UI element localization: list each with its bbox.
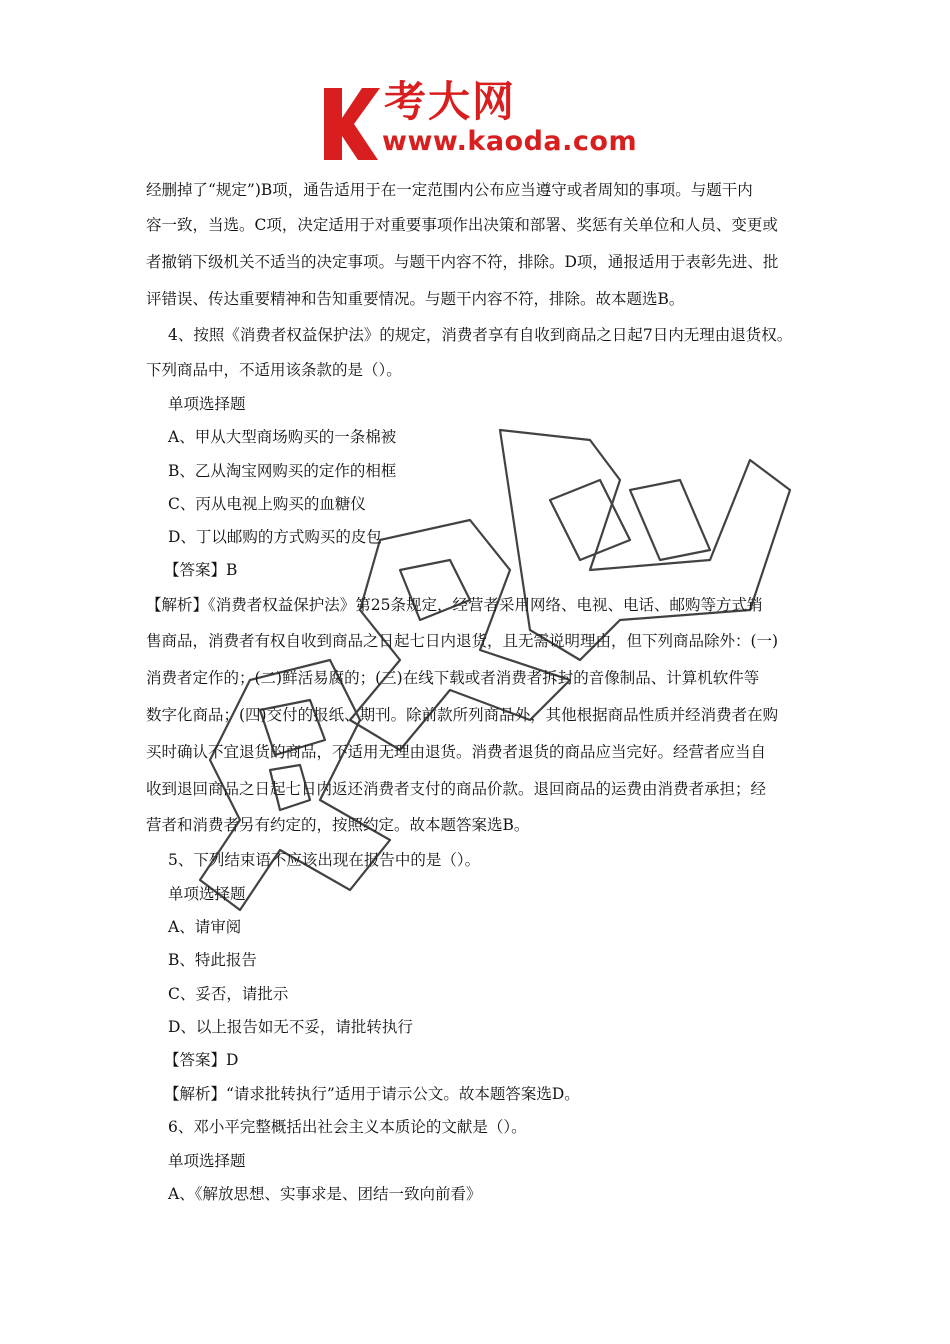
watermark-text: 张岚文网: [490, 912, 530, 923]
question-type: 单项选择题: [168, 395, 246, 413]
answer: 【答案】B: [164, 561, 238, 579]
question-5: 5、下列结束语不应该出现在报告中的是（）。: [168, 851, 481, 869]
question-type: 单项选择题: [168, 885, 246, 903]
text-line: 容一致，当选。C项，决定适用于对重要事项作出决策和部署、奖惩有关单位和人员、变更或: [146, 216, 778, 234]
answer: 【答案】D: [164, 1051, 239, 1069]
text-line: 售商品，消费者有权自收到商品之日起七日内退货，且无需说明理由，但下列商品除外：(一): [146, 632, 779, 650]
option-c: C、丙从电视上购买的血糖仪: [168, 495, 366, 513]
option-c: C、妥否，请批示: [168, 985, 289, 1003]
option-a: A、请审阅: [168, 918, 242, 936]
text-line: 者撤销下级机关不适当的决定事项。与题干内容不符，排除。D项，通报适用于表彰先进、批: [146, 253, 779, 271]
option-d: D、丁以邮购的方式购买的皮包: [168, 528, 382, 546]
text-line: 收到退回商品之日起七日内返还消费者支付的商品价款。退回商品的运费由消费者承担；经: [146, 780, 767, 798]
text-line: 评错误、传达重要精神和告知重要情况。与题干内容不符，排除。故本题选B。: [146, 290, 685, 308]
question-6: 6、邓小平完整概括出社会主义本质论的文献是（）。: [168, 1118, 527, 1136]
analysis: 【解析】“请求批转执行”适用于请示公文。故本题答案选D。: [164, 1085, 580, 1103]
logo-chinese-text: 考大网: [384, 77, 517, 126]
text-line: 买时确认不宜退货的商品，不适用无理由退货。消费者退货的商品应当完好。经营者应当自: [146, 743, 767, 761]
option-a: A、《解放思想、实事求是、团结一致向前看》: [168, 1185, 482, 1203]
text-line: 经删掉了“规定”)B项，通告适用于在一定范围内公布应当遵守或者周知的事项。与题干内: [146, 181, 753, 199]
question-type: 单项选择题: [168, 1152, 246, 1170]
option-a: A、甲从大型商场购买的一条棉被: [168, 428, 397, 446]
kaoda-logo: [318, 78, 648, 168]
text-line: 营者和消费者另有约定的，按照约定。故本题答案选B。: [146, 816, 530, 834]
option-b: B、乙从淘宝网购买的定作的相框: [168, 462, 397, 480]
text-line: 数字化商品；(四)交付的报纸、期刊。除前款所列商品外，其他根据商品性质并经消费者在购: [146, 706, 779, 724]
option-b: B、特此报告: [168, 951, 257, 969]
question-4: 4、按照《消费者权益保护法》的规定，消费者享有自收到商品之日起7日内无理由退货权。: [168, 326, 793, 344]
text-line: 下列商品中，不适用该条款的是（）。: [146, 361, 402, 379]
option-d: D、以上报告如无不妥，请批转执行: [168, 1018, 413, 1036]
k-logo-icon: [318, 84, 380, 162]
analysis: 【解析】《消费者权益保护法》第25条规定，经营者采用网络、电视、电话、邮购等方式销: [146, 596, 763, 614]
text-line: 消费者定作的；(二)鲜活易腐的；(三)在线下载或者消费者拆封的音像制品、计算机软件等: [146, 669, 760, 687]
logo-url-text: www.kaoda.com: [382, 126, 638, 157]
